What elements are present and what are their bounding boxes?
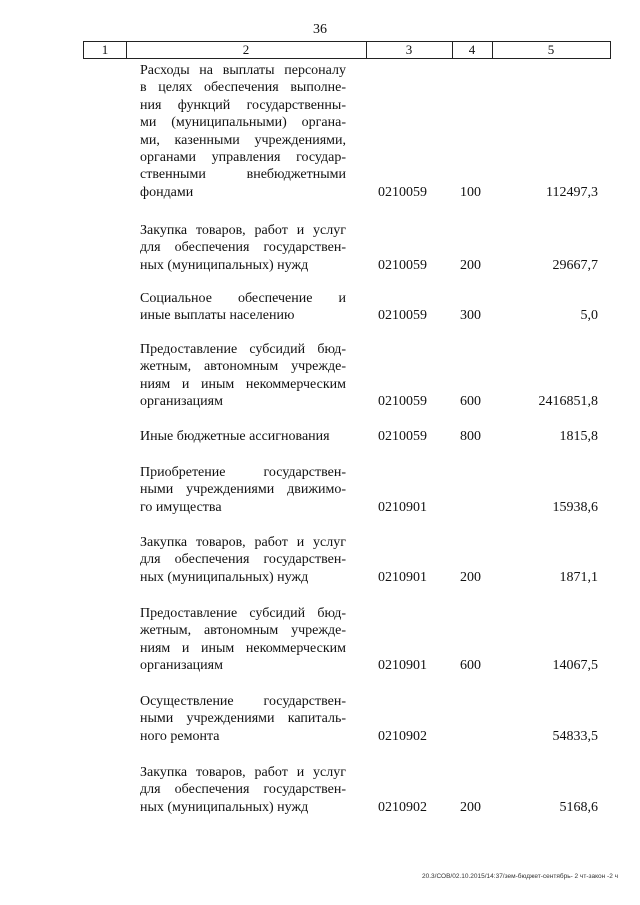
header-cell-4: 4: [452, 42, 493, 58]
description-line: ственными внебюджетными: [140, 167, 346, 183]
row-description: [140, 290, 346, 325]
row-description: [140, 693, 346, 745]
row-expense-type: 200: [460, 799, 481, 815]
description-line: Предоставление субсидий бюд-: [140, 606, 346, 621]
description-line: фондами: [140, 184, 194, 200]
description-line: Социальное обеспечение и: [140, 291, 346, 306]
description-line: жетным, автономным учрежде-: [140, 623, 346, 639]
row-description: [140, 534, 346, 586]
row-code: 0210059: [378, 308, 427, 324]
row-expense-type: 200: [460, 257, 481, 273]
row-description: [140, 428, 346, 445]
row-amount: 14067,5: [552, 658, 598, 674]
description-line: ными учреждениями капиталь-: [140, 711, 346, 727]
header-cell-3: 3: [366, 42, 453, 58]
description-line: в целях обеспечения выполне-: [140, 80, 346, 96]
table-header-row: [83, 41, 611, 59]
description-line: ния функций государственны-: [140, 97, 346, 113]
row-amount: 54833,5: [552, 728, 598, 744]
row-code: 0210059: [378, 429, 427, 444]
row-expense-type: 200: [460, 569, 481, 585]
row-description: [140, 222, 346, 274]
footer-note: 20.3/СОВ/02.10.2015/14:37/зем-бюджет-сентябрь- 2 чт-закон -2 ч: [422, 873, 618, 880]
row-code: 0210901: [378, 499, 427, 515]
description-line: Осуществление государствен-: [140, 694, 346, 709]
row-code: 0210059: [378, 257, 427, 273]
description-line: Приобретение государствен-: [140, 465, 346, 480]
description-line: Закупка товаров, работ и услуг: [140, 535, 346, 550]
description-line: ми (муниципальными) органа-: [140, 115, 346, 131]
row-amount: 1871,1: [559, 569, 598, 585]
row-expense-type: 600: [460, 658, 481, 674]
description-line: органами управления государ-: [140, 150, 346, 166]
description-line: организациям: [140, 658, 223, 674]
header-cell-5: 5: [547, 42, 555, 57]
description-line: го имущества: [140, 499, 222, 515]
description-line: ми, казенными учреждениями,: [140, 132, 346, 148]
row-code: 0210902: [378, 728, 427, 744]
description-line: Расходы на выплаты персоналу: [140, 63, 346, 78]
description-line: ного ремонта: [140, 728, 220, 744]
description-line: иные выплаты населению: [140, 308, 295, 324]
header-cell-1: 1: [84, 42, 127, 58]
row-code: 0210902: [378, 799, 427, 815]
row-amount: 5,0: [580, 308, 598, 324]
description-line: Закупка товаров, работ и услуг: [140, 765, 346, 780]
row-amount: 29667,7: [552, 257, 598, 273]
description-line: жетным, автономным учрежде-: [140, 359, 346, 375]
row-expense-type: 300: [460, 308, 481, 324]
row-description: [140, 764, 346, 816]
description-line: Закупка товаров, работ и услуг: [140, 223, 346, 238]
header-cell-2: 2: [126, 42, 367, 58]
description-line: для обеспечения государствен-: [140, 240, 346, 256]
row-amount: 2416851,8: [538, 394, 598, 410]
description-line: для обеспечения государствен-: [140, 552, 346, 568]
description-line: ниям и иным некоммерческим: [140, 376, 346, 392]
row-code: 0210901: [378, 569, 427, 585]
row-description: [140, 341, 346, 411]
page-number: 36: [313, 22, 327, 37]
description-line: Иные бюджетные ассигнования: [140, 429, 330, 444]
description-line: для обеспечения государствен-: [140, 782, 346, 798]
row-expense-type: 800: [460, 429, 481, 444]
description-line: ными учреждениями движимо-: [140, 482, 346, 498]
row-description: [140, 605, 346, 675]
description-line: Предоставление субсидий бюд-: [140, 342, 346, 357]
row-expense-type: 600: [460, 394, 481, 410]
row-amount: 1815,8: [559, 429, 598, 444]
row-code: 0210901: [378, 658, 427, 674]
row-code: 0210059: [378, 394, 427, 410]
row-code: 0210059: [378, 184, 427, 200]
row-amount: 15938,6: [552, 499, 598, 515]
row-expense-type: 100: [460, 184, 481, 200]
row-description: [140, 464, 346, 516]
row-description: [140, 62, 346, 201]
description-line: ниям и иным некоммерческим: [140, 640, 346, 656]
description-line: ных (муниципальных) нужд: [140, 569, 309, 585]
row-amount: 112497,3: [546, 184, 598, 200]
description-line: организациям: [140, 394, 223, 410]
description-line: ных (муниципальных) нужд: [140, 257, 309, 273]
description-line: ных (муниципальных) нужд: [140, 799, 309, 815]
row-amount: 5168,6: [559, 799, 598, 815]
